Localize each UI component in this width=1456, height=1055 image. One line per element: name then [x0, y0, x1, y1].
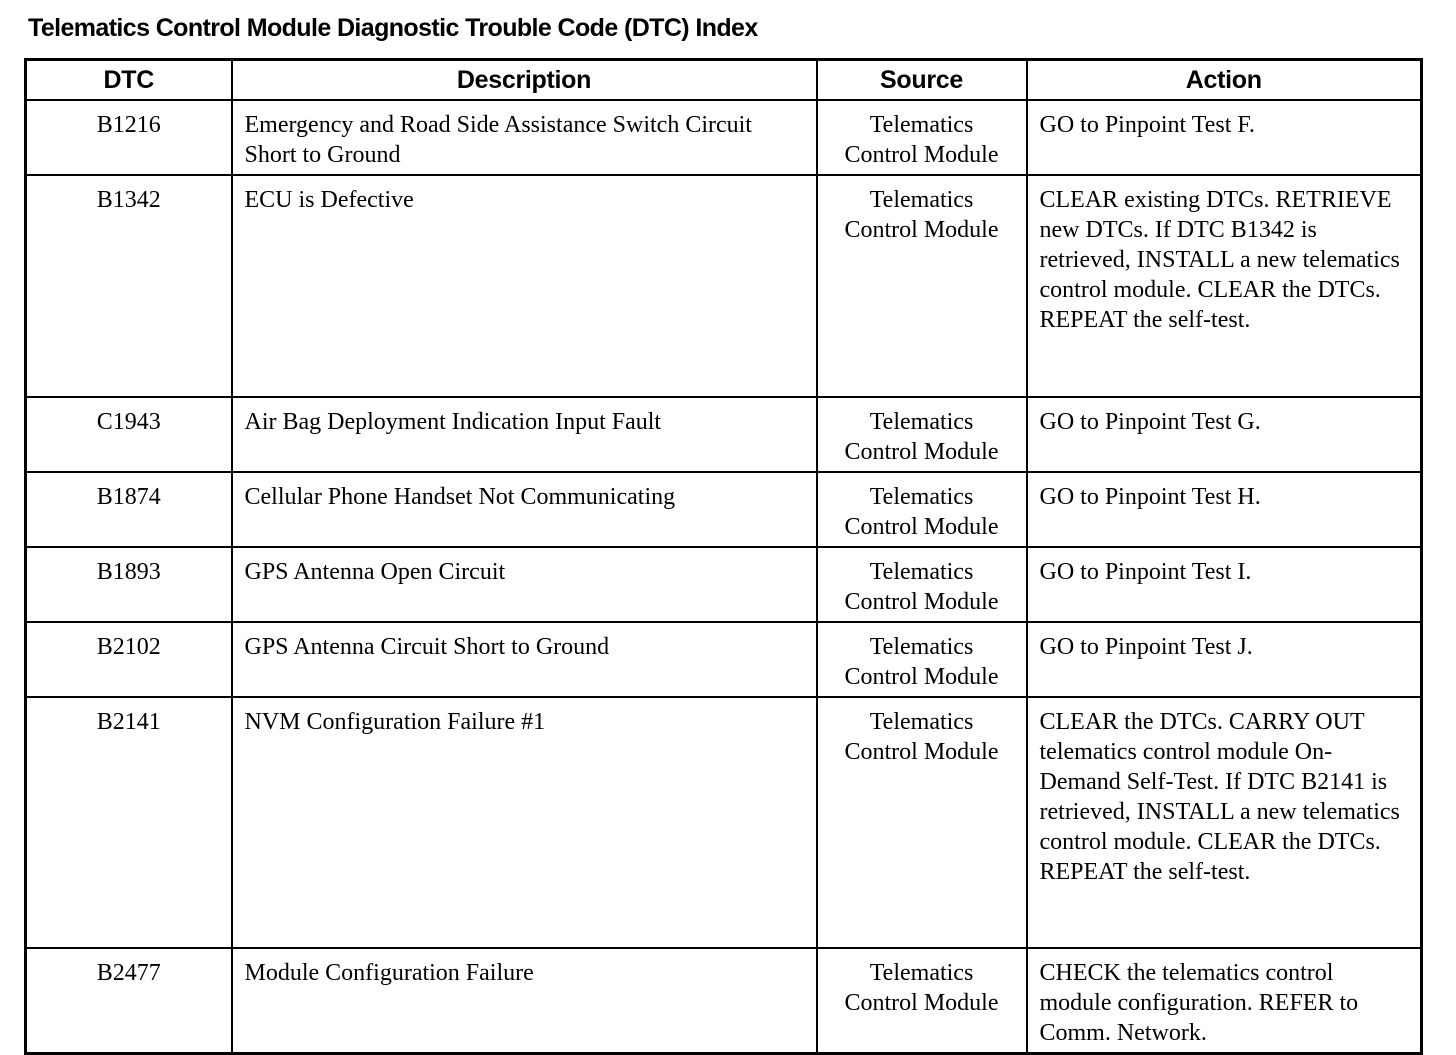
table-row — [26, 547, 1422, 622]
column-header-description: Description — [232, 60, 817, 101]
table-row — [26, 622, 1422, 697]
source-line-2: Control Module — [844, 217, 999, 243]
source-cell — [817, 472, 1027, 547]
source-cell — [817, 100, 1027, 175]
dtc-code-cell: B2102 — [26, 622, 232, 697]
source-cell — [817, 175, 1027, 397]
action-cell: CLEAR the DTCs. CARRY OUT telematics control module On-Demand Self-Test. If DTC B2141 is retrieved, INSTALL a new telematics control module. CLEAR the DTCs. REPEAT the self-test. — [1027, 697, 1422, 948]
description-cell: GPS Antenna Circuit Short to Ground — [232, 622, 817, 697]
source-line-2: Control Module — [844, 439, 999, 465]
action-cell: GO to Pinpoint Test G. — [1027, 397, 1422, 472]
source-line-1: Telematics — [869, 709, 974, 735]
column-header-action: Action — [1027, 60, 1422, 101]
page-title: Telematics Control Module Diagnostic Trouble Code (DTC) Index — [28, 14, 758, 42]
dtc-code-cell: B1342 — [26, 175, 232, 397]
source-line-2: Control Module — [844, 990, 999, 1016]
source-cell — [817, 697, 1027, 948]
dtc-code-cell: B2477 — [26, 948, 232, 1054]
source-line-1: Telematics — [869, 960, 974, 986]
action-cell: CLEAR existing DTCs. RETRIEVE new DTCs. If DTC B1342 is retrieved, INSTALL a new telematics control module. CLEAR the DTCs. REPEAT the self-test. — [1027, 175, 1422, 397]
source-line-2: Control Module — [844, 589, 999, 615]
dtc-code-cell: B1216 — [26, 100, 232, 175]
dtc-code-cell: C1943 — [26, 397, 232, 472]
source-cell — [817, 547, 1027, 622]
dtc-code-cell: B2141 — [26, 697, 232, 948]
source-line-1: Telematics — [869, 559, 974, 585]
table-row — [26, 397, 1422, 472]
action-cell: GO to Pinpoint Test H. — [1027, 472, 1422, 547]
description-cell: Module Configuration Failure — [232, 948, 817, 1054]
description-cell: Cellular Phone Handset Not Communicating — [232, 472, 817, 547]
description-cell: Air Bag Deployment Indication Input Fault — [232, 397, 817, 472]
source-line-2: Control Module — [844, 142, 999, 168]
action-cell: GO to Pinpoint Test I. — [1027, 547, 1422, 622]
table-row — [26, 948, 1422, 1054]
column-header-source: Source — [817, 60, 1027, 101]
action-cell: CHECK the telematics control module configuration. REFER to Comm. Network. — [1027, 948, 1422, 1054]
action-cell: GO to Pinpoint Test J. — [1027, 622, 1422, 697]
source-line-2: Control Module — [844, 664, 999, 690]
table-row — [26, 472, 1422, 547]
source-line-1: Telematics — [869, 187, 974, 213]
description-cell: NVM Configuration Failure #1 — [232, 697, 817, 948]
source-line-1: Telematics — [869, 409, 974, 435]
description-cell: ECU is Defective — [232, 175, 817, 397]
action-cell: GO to Pinpoint Test F. — [1027, 100, 1422, 175]
source-line-2: Control Module — [844, 739, 999, 765]
source-line-1: Telematics — [869, 112, 974, 138]
source-line-2: Control Module — [844, 514, 999, 540]
column-header-dtc: DTC — [26, 60, 232, 101]
dtc-code-cell: B1893 — [26, 547, 232, 622]
dtc-code-cell: B1874 — [26, 472, 232, 547]
source-line-1: Telematics — [869, 484, 974, 510]
table-row — [26, 100, 1422, 175]
table-row — [26, 175, 1422, 397]
dtc-index-table — [24, 58, 1423, 1055]
source-cell — [817, 397, 1027, 472]
description-cell: Emergency and Road Side Assistance Switch Circuit Short to Ground — [232, 100, 817, 175]
source-cell — [817, 948, 1027, 1054]
table-header-row — [26, 60, 1422, 101]
source-cell — [817, 622, 1027, 697]
table-row — [26, 697, 1422, 948]
description-cell: GPS Antenna Open Circuit — [232, 547, 817, 622]
source-line-1: Telematics — [869, 634, 974, 660]
